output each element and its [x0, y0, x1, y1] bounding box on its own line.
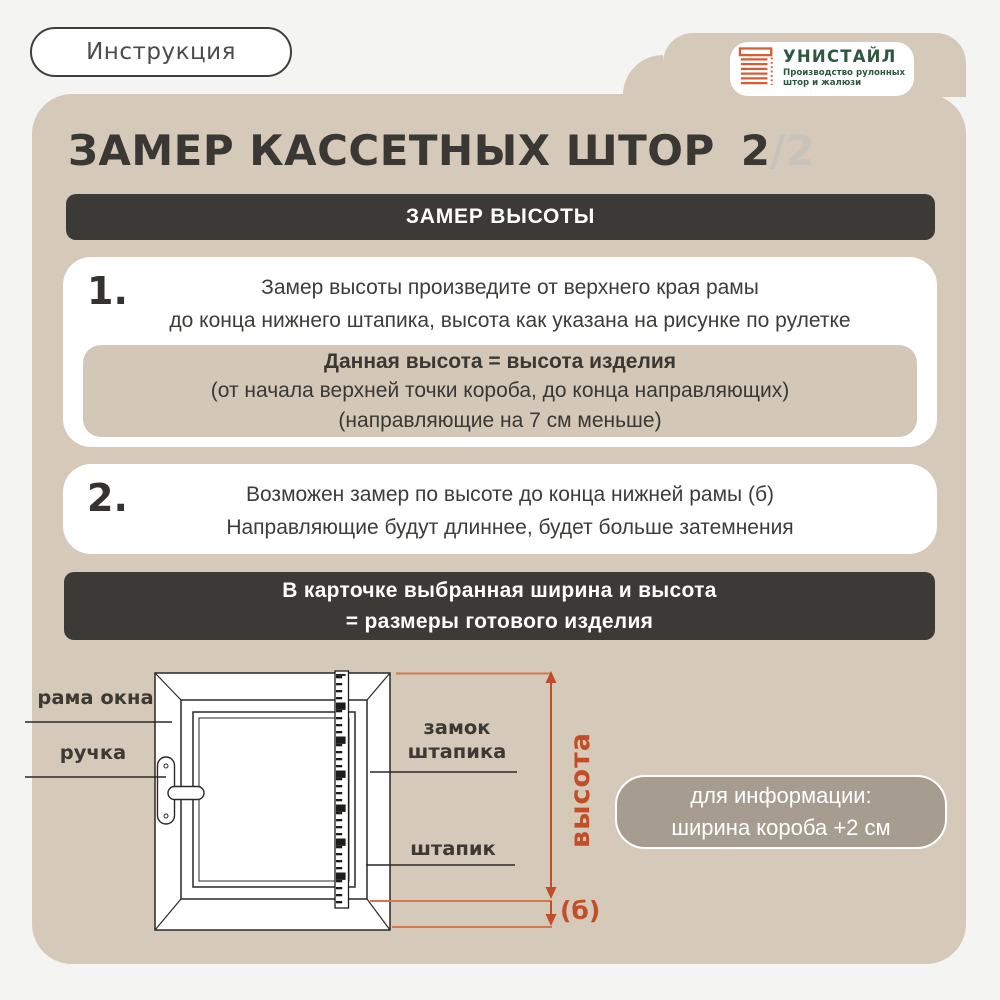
info-box-line2: ширина короба +2 см	[671, 815, 891, 840]
page-title: ЗАМЕР КАССЕТНЫХ ШТОР	[68, 126, 715, 175]
step1-text: Замер высоты произведите от верхнего края рамы до конца нижнего штапика, высота как указана на рисунке по рулетке	[169, 276, 851, 332]
page-number: 2/2	[740, 126, 815, 175]
note-title: Данная высота = высота изделия	[324, 349, 676, 373]
instruction-badge-label: Инструкция	[86, 39, 236, 65]
info-box	[615, 775, 947, 849]
note-line1: (от начала верхней точки короба, до конца направляющих)	[210, 379, 790, 403]
blinds-icon	[738, 46, 776, 93]
banner-line1: В карточке выбранная ширина и высота	[282, 578, 717, 602]
step2-number: 2.	[87, 476, 128, 520]
company-logo	[730, 42, 914, 96]
bead-lock-label: замок штапика	[407, 716, 507, 764]
step1-card	[63, 257, 937, 447]
banner-bar	[64, 572, 935, 640]
frame-label: рама окна	[37, 686, 154, 709]
logo-title: УНИСТАЙЛ	[783, 47, 897, 67]
banner-line2: = размеры готового изделия	[345, 610, 654, 633]
instruction-badge	[30, 27, 292, 77]
bead-label: штапик	[410, 837, 496, 860]
logo-tab-fillet	[623, 55, 663, 95]
info-box-line1: для информации:	[690, 783, 872, 809]
logo-text-block	[783, 49, 905, 88]
height-note-box	[83, 345, 917, 437]
header-row	[68, 126, 815, 175]
step2-card	[63, 464, 937, 554]
height-axis-label: высота	[565, 732, 596, 848]
logo-subtitle: Производство рулонных штор и жалюзи	[783, 67, 906, 89]
step1-number: 1.	[87, 269, 128, 313]
section-title-bar	[66, 194, 935, 240]
handle-label: ручка	[59, 741, 127, 764]
note-line2: (направляющие на 7 см меньше)	[338, 408, 662, 432]
b-measure-label: (б)	[560, 896, 601, 925]
section-title-text: ЗАМЕР ВЫСОТЫ	[405, 205, 596, 229]
step2-text: Возможен замер по высоте до конца нижней рамы (б) Направляющие будут длиннее, будет больше затемнения	[226, 483, 794, 539]
page-number-total: /2	[769, 126, 815, 175]
